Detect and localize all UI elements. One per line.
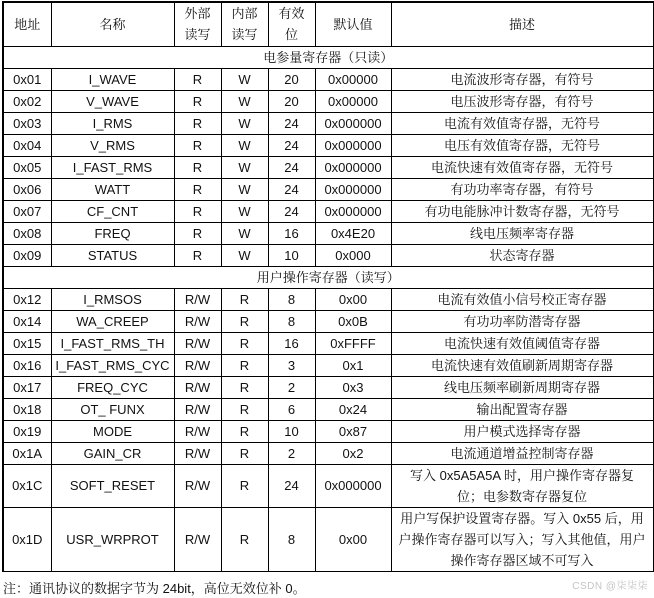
cell-internal-rw: R bbox=[221, 288, 268, 310]
cell-name: MODE bbox=[51, 420, 174, 442]
table-row bbox=[3, 442, 653, 464]
cell-name: I_RMSOS bbox=[51, 288, 174, 310]
cell-description: 电流有效值寄存器，无符号 bbox=[391, 112, 653, 134]
footnote: 注：通讯协议的数据字节为 24bit，高位无效位补 0。 bbox=[3, 581, 306, 596]
cell-default: 0x4E20 bbox=[315, 222, 391, 244]
cell-address: 0x04 bbox=[3, 134, 51, 156]
section-title-user: 用户操作寄存器（读写） bbox=[3, 266, 653, 288]
cell-external-rw: R/W bbox=[174, 310, 221, 332]
cell-valid-bits: 8 bbox=[268, 310, 315, 332]
cell-address: 0x08 bbox=[3, 222, 51, 244]
cell-valid-bits: 6 bbox=[268, 398, 315, 420]
cell-address: 0x1C bbox=[3, 464, 51, 507]
cell-default: 0x24 bbox=[315, 398, 391, 420]
table-row bbox=[3, 310, 653, 332]
cell-description: 电流快速有效值阈值寄存器 bbox=[391, 332, 653, 354]
cell-description: 用户模式选择寄存器 bbox=[391, 420, 653, 442]
cell-name: I_FAST_RMS_CYC bbox=[51, 354, 174, 376]
cell-address: 0x1D bbox=[3, 507, 51, 571]
section-title-electrical: 电参量寄存器（只读） bbox=[3, 46, 653, 68]
cell-name: V_WAVE bbox=[51, 90, 174, 112]
table-row bbox=[3, 156, 653, 178]
cell-description: 状态寄存器 bbox=[391, 244, 653, 266]
cell-name: I_FAST_RMS_TH bbox=[51, 332, 174, 354]
cell-address: 0x07 bbox=[3, 200, 51, 222]
cell-description: 输出配置寄存器 bbox=[391, 398, 653, 420]
cell-internal-rw: W bbox=[221, 134, 268, 156]
header-address: 地址 bbox=[3, 2, 51, 46]
cell-name: FREQ bbox=[51, 222, 174, 244]
cell-internal-rw: R bbox=[221, 376, 268, 398]
cell-default: 0x000 bbox=[315, 244, 391, 266]
cell-description: 电流快速有效值刷新周期寄存器 bbox=[391, 354, 653, 376]
table-row bbox=[3, 464, 653, 507]
header-name: 名称 bbox=[51, 2, 174, 46]
cell-description: 电流波形寄存器，有符号 bbox=[391, 68, 653, 90]
cell-internal-rw: W bbox=[221, 90, 268, 112]
cell-description: 线电压频率寄存器 bbox=[391, 222, 653, 244]
cell-description: 有功功率寄存器，有符号 bbox=[391, 178, 653, 200]
cell-internal-rw: R bbox=[221, 507, 268, 571]
cell-default: 0x000000 bbox=[315, 156, 391, 178]
cell-external-rw: R bbox=[174, 68, 221, 90]
cell-default: 0x1 bbox=[315, 354, 391, 376]
cell-default: 0x00 bbox=[315, 507, 391, 571]
table-row bbox=[3, 398, 653, 420]
cell-description: 有功电能脉冲计数寄存器，无符号 bbox=[391, 200, 653, 222]
table-row bbox=[3, 90, 653, 112]
cell-address: 0x02 bbox=[3, 90, 51, 112]
cell-internal-rw: W bbox=[221, 178, 268, 200]
cell-valid-bits: 24 bbox=[268, 156, 315, 178]
cell-internal-rw: R bbox=[221, 332, 268, 354]
header-default: 默认值 bbox=[315, 2, 391, 46]
cell-internal-rw: W bbox=[221, 156, 268, 178]
cell-address: 0x18 bbox=[3, 398, 51, 420]
cell-name: GAIN_CR bbox=[51, 442, 174, 464]
table-row bbox=[3, 112, 653, 134]
cell-valid-bits: 10 bbox=[268, 244, 315, 266]
cell-valid-bits: 24 bbox=[268, 134, 315, 156]
cell-name: WATT bbox=[51, 178, 174, 200]
cell-description: 写入 0x5A5A5A 时，用户操作寄存器复位；电参数寄存器复位 bbox=[391, 464, 653, 507]
cell-valid-bits: 24 bbox=[268, 464, 315, 507]
cell-default: 0x2 bbox=[315, 442, 391, 464]
cell-address: 0x03 bbox=[3, 112, 51, 134]
cell-name: I_RMS bbox=[51, 112, 174, 134]
cell-address: 0x09 bbox=[3, 244, 51, 266]
cell-internal-rw: R bbox=[221, 442, 268, 464]
cell-external-rw: R/W bbox=[174, 376, 221, 398]
cell-internal-rw: W bbox=[221, 222, 268, 244]
cell-name: CF_CNT bbox=[51, 200, 174, 222]
cell-internal-rw: R bbox=[221, 420, 268, 442]
cell-description: 有功功率防潜寄存器 bbox=[391, 310, 653, 332]
cell-description: 电压有效值寄存器，无符号 bbox=[391, 134, 653, 156]
table-row bbox=[3, 507, 653, 571]
cell-name: STATUS bbox=[51, 244, 174, 266]
cell-default: 0x3 bbox=[315, 376, 391, 398]
cell-description: 线电压频率刷新周期寄存器 bbox=[391, 376, 653, 398]
table-row bbox=[3, 68, 653, 90]
cell-valid-bits: 2 bbox=[268, 376, 315, 398]
cell-internal-rw: R bbox=[221, 464, 268, 507]
cell-address: 0x17 bbox=[3, 376, 51, 398]
cell-external-rw: R bbox=[174, 200, 221, 222]
table-row bbox=[3, 222, 653, 244]
cell-name: OT_ FUNX bbox=[51, 398, 174, 420]
cell-default: 0x0B bbox=[315, 310, 391, 332]
table-row bbox=[3, 288, 653, 310]
cell-internal-rw: W bbox=[221, 112, 268, 134]
table-row bbox=[3, 332, 653, 354]
cell-internal-rw: R bbox=[221, 354, 268, 376]
cell-description: 电流有效值小信号校正寄存器 bbox=[391, 288, 653, 310]
cell-external-rw: R/W bbox=[174, 464, 221, 507]
cell-address: 0x06 bbox=[3, 178, 51, 200]
register-table bbox=[2, 1, 654, 572]
cell-default: 0x87 bbox=[315, 420, 391, 442]
cell-description: 电流通道增益控制寄存器 bbox=[391, 442, 653, 464]
cell-internal-rw: R bbox=[221, 398, 268, 420]
cell-internal-rw: R bbox=[221, 310, 268, 332]
cell-valid-bits: 16 bbox=[268, 222, 315, 244]
cell-valid-bits: 3 bbox=[268, 354, 315, 376]
table-row bbox=[3, 244, 653, 266]
cell-default: 0x000000 bbox=[315, 134, 391, 156]
cell-valid-bits: 24 bbox=[268, 178, 315, 200]
cell-valid-bits: 8 bbox=[268, 288, 315, 310]
section-row-electrical bbox=[3, 46, 653, 68]
cell-address: 0x16 bbox=[3, 354, 51, 376]
cell-external-rw: R/W bbox=[174, 332, 221, 354]
cell-valid-bits: 20 bbox=[268, 90, 315, 112]
header-valid-bits: 有效位 bbox=[268, 2, 315, 46]
cell-valid-bits: 16 bbox=[268, 332, 315, 354]
cell-address: 0x14 bbox=[3, 310, 51, 332]
section-row-user bbox=[3, 266, 653, 288]
cell-default: 0x000000 bbox=[315, 200, 391, 222]
cell-name: WA_CREEP bbox=[51, 310, 174, 332]
cell-address: 0x15 bbox=[3, 332, 51, 354]
cell-external-rw: R/W bbox=[174, 354, 221, 376]
table-row bbox=[3, 376, 653, 398]
cell-default: 0x00 bbox=[315, 288, 391, 310]
watermark: CSDN @柒柒柒 bbox=[572, 581, 648, 592]
cell-default: 0x000000 bbox=[315, 178, 391, 200]
cell-address: 0x1A bbox=[3, 442, 51, 464]
cell-name: I_FAST_RMS bbox=[51, 156, 174, 178]
table-row bbox=[3, 134, 653, 156]
cell-description: 电压波形寄存器，有符号 bbox=[391, 90, 653, 112]
table-row bbox=[3, 178, 653, 200]
cell-valid-bits: 24 bbox=[268, 112, 315, 134]
cell-external-rw: R bbox=[174, 112, 221, 134]
cell-default: 0xFFFF bbox=[315, 332, 391, 354]
cell-name: FREQ_CYC bbox=[51, 376, 174, 398]
cell-address: 0x01 bbox=[3, 68, 51, 90]
cell-name: I_WAVE bbox=[51, 68, 174, 90]
cell-external-rw: R/W bbox=[174, 288, 221, 310]
cell-external-rw: R bbox=[174, 156, 221, 178]
cell-external-rw: R bbox=[174, 90, 221, 112]
header-internal-rw: 内部读写 bbox=[221, 2, 268, 46]
cell-name: V_RMS bbox=[51, 134, 174, 156]
table-row bbox=[3, 354, 653, 376]
header-row bbox=[3, 2, 653, 46]
table-row bbox=[3, 420, 653, 442]
cell-external-rw: R bbox=[174, 244, 221, 266]
cell-address: 0x05 bbox=[3, 156, 51, 178]
cell-valid-bits: 20 bbox=[268, 68, 315, 90]
cell-default: 0x000000 bbox=[315, 112, 391, 134]
cell-valid-bits: 10 bbox=[268, 420, 315, 442]
cell-default: 0x000000 bbox=[315, 464, 391, 507]
cell-valid-bits: 24 bbox=[268, 200, 315, 222]
table-row bbox=[3, 200, 653, 222]
cell-internal-rw: W bbox=[221, 200, 268, 222]
header-external-rw: 外部读写 bbox=[174, 2, 221, 46]
cell-description: 用户写保护设置寄存器。写入 0x55 后，用户操作寄存器可以写入；写入其他值，用户操作寄存器区域不可写入 bbox=[391, 507, 653, 571]
cell-external-rw: R/W bbox=[174, 420, 221, 442]
cell-external-rw: R bbox=[174, 178, 221, 200]
cell-name: SOFT_RESET bbox=[51, 464, 174, 507]
cell-address: 0x19 bbox=[3, 420, 51, 442]
header-description: 描述 bbox=[391, 2, 653, 46]
cell-internal-rw: W bbox=[221, 244, 268, 266]
cell-address: 0x12 bbox=[3, 288, 51, 310]
cell-valid-bits: 2 bbox=[268, 442, 315, 464]
cell-internal-rw: W bbox=[221, 68, 268, 90]
cell-default: 0x00000 bbox=[315, 68, 391, 90]
cell-valid-bits: 8 bbox=[268, 507, 315, 571]
cell-external-rw: R/W bbox=[174, 507, 221, 571]
cell-external-rw: R bbox=[174, 222, 221, 244]
cell-description: 电流快速有效值寄存器，无符号 bbox=[391, 156, 653, 178]
cell-external-rw: R bbox=[174, 134, 221, 156]
cell-name: USR_WRPROT bbox=[51, 507, 174, 571]
cell-default: 0x00000 bbox=[315, 90, 391, 112]
cell-external-rw: R/W bbox=[174, 398, 221, 420]
cell-external-rw: R/W bbox=[174, 442, 221, 464]
